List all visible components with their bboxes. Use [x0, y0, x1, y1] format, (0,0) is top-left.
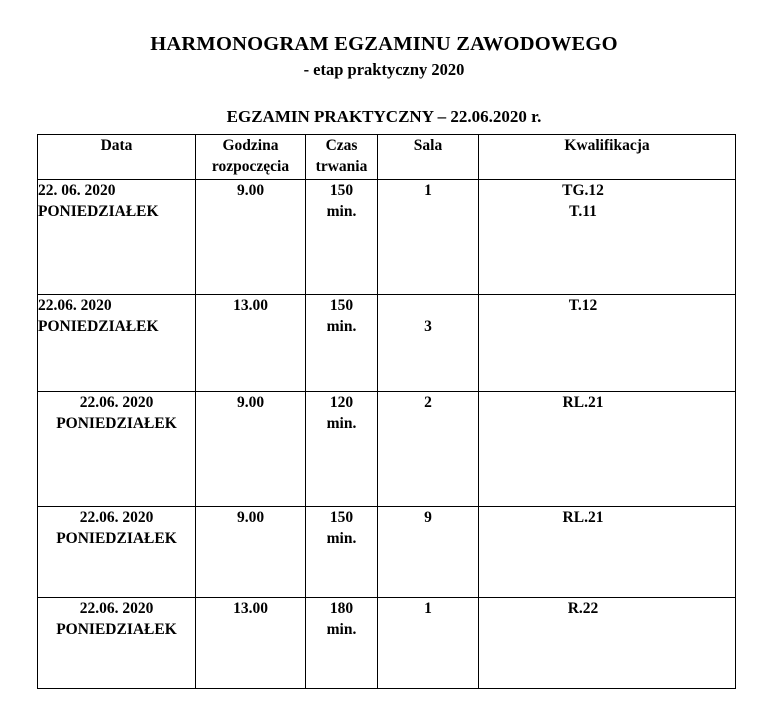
cell-duration-value: 120 [329, 394, 354, 411]
cell-room-value: 3 [424, 318, 432, 336]
cell-room [378, 392, 479, 507]
cell-qualification-line1: RL.21 [562, 394, 604, 411]
column-header-czas-trwania [306, 135, 378, 180]
cell-duration-unit: min. [326, 203, 357, 221]
cell-date-line1: 22. 06. 2020 [38, 182, 116, 199]
cell-duration [306, 507, 378, 598]
section-title: EGZAMIN PRAKTYCZNY – 22.06.2020 r. [226, 107, 542, 126]
cell-date-line2: PONIEDZIAŁEK [38, 318, 159, 336]
cell-duration [306, 295, 378, 392]
cell-room-value: 2 [424, 394, 432, 411]
cell-qualification [479, 598, 736, 689]
cell-room [378, 295, 479, 392]
cell-qualification-line1: RL.21 [562, 509, 604, 526]
cell-start-time-value: 13.00 [233, 600, 268, 617]
cell-room [378, 507, 479, 598]
cell-room-value: 1 [424, 182, 432, 199]
cell-start-time-value: 9.00 [236, 394, 265, 411]
cell-duration [306, 180, 378, 295]
cell-room [378, 598, 479, 689]
cell-room-value: 1 [424, 600, 432, 617]
column-header-data [38, 135, 196, 180]
cell-qualification [479, 180, 736, 295]
cell-start-time [196, 507, 306, 598]
document-title: HARMONOGRAM EGZAMINU ZAWODOWEGO [150, 33, 618, 55]
column-header-kwalifikacja-label: Kwalifikacja [564, 137, 650, 154]
table-header-row [38, 135, 736, 180]
column-header-sala [378, 135, 479, 180]
column-header-data-label: Data [100, 137, 133, 154]
cell-date [38, 507, 196, 598]
cell-date-line1: 22.06. 2020 [79, 394, 154, 411]
cell-qualification-line1: R.22 [567, 600, 599, 617]
cell-date-line2: PONIEDZIAŁEK [56, 621, 177, 639]
column-header-godzina-line2: rozpoczęcia [211, 158, 290, 176]
table-body [38, 180, 736, 689]
table-row [38, 392, 736, 507]
cell-room [378, 180, 479, 295]
cell-duration-unit: min. [326, 530, 357, 548]
cell-duration-unit: min. [326, 415, 357, 433]
cell-qualification-line1: T.12 [568, 297, 598, 314]
table-row [38, 598, 736, 689]
cell-date-line2: PONIEDZIAŁEK [56, 530, 177, 548]
cell-start-time-value: 9.00 [236, 182, 265, 199]
column-header-kwalifikacja [479, 135, 736, 180]
cell-start-time [196, 295, 306, 392]
table-row [38, 507, 736, 598]
cell-qualification-line1: TG.12 [562, 182, 604, 199]
cell-date-line2: PONIEDZIAŁEK [38, 203, 159, 221]
cell-start-time-value: 13.00 [233, 297, 268, 314]
cell-room-value: 9 [424, 509, 432, 526]
cell-duration-value: 150 [329, 509, 354, 526]
cell-start-time-value: 9.00 [236, 509, 265, 526]
column-header-czas-line2: trwania [315, 158, 368, 176]
table-row [38, 180, 736, 295]
table-row [38, 295, 736, 392]
cell-date-line1: 22.06. 2020 [38, 297, 112, 314]
cell-date [38, 392, 196, 507]
column-header-czas-line1: Czas [325, 137, 358, 154]
cell-duration-unit: min. [326, 621, 357, 639]
cell-duration-value: 150 [329, 182, 354, 199]
cell-start-time [196, 392, 306, 507]
cell-qualification-line2: T.11 [569, 203, 597, 221]
cell-qualification [479, 507, 736, 598]
cell-date [38, 180, 196, 295]
cell-date [38, 598, 196, 689]
cell-date-line2: PONIEDZIAŁEK [56, 415, 177, 433]
cell-date-line1: 22.06. 2020 [79, 509, 154, 526]
cell-duration-value: 150 [329, 297, 354, 314]
cell-duration-value: 180 [329, 600, 354, 617]
cell-date [38, 295, 196, 392]
exam-schedule-table [37, 134, 736, 689]
cell-duration-unit: min. [326, 318, 357, 336]
cell-duration [306, 392, 378, 507]
cell-date-line1: 22.06. 2020 [79, 600, 154, 617]
cell-qualification [479, 392, 736, 507]
column-header-sala-label: Sala [413, 137, 443, 154]
document-subtitle: - etap praktyczny 2020 [303, 60, 465, 79]
cell-qualification [479, 295, 736, 392]
column-header-godzina-rozpoczecia [196, 135, 306, 180]
column-header-godzina-line1: Godzina [222, 137, 279, 154]
cell-start-time [196, 180, 306, 295]
table-header [38, 135, 736, 180]
cell-duration [306, 598, 378, 689]
cell-start-time [196, 598, 306, 689]
